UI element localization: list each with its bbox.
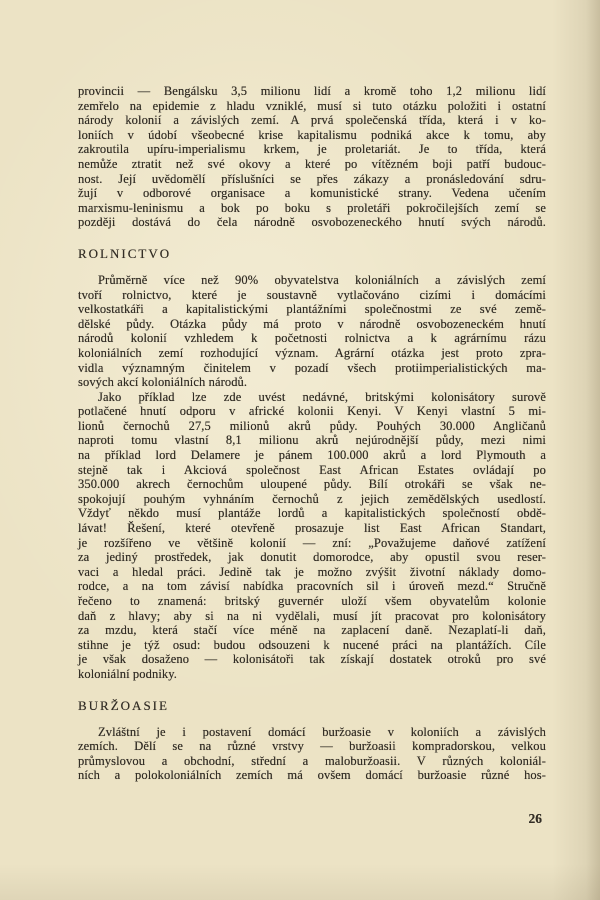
- section-heading: ROLNICTVO: [78, 245, 172, 261]
- text-line: sových akcí koloniálních národů.: [78, 375, 248, 390]
- text-line: stihne je týž osud: budou odsouzeni k nucené práci na plantážích. Cíle: [78, 637, 546, 652]
- text-line: později dostává do čela národně osvobozeneckého hnutí svých národů.: [78, 215, 546, 230]
- text-line: za mzdu, která stačí více méně na zaplacení daně. Nezaplatí-li daň,: [78, 623, 546, 638]
- text-line: provincii — Bengálsku 3,5 milionu lidí a kromě toho 1,2 milionu lidí: [78, 84, 546, 98]
- text-line: je rozšířeno ve většině kolonií — zní: „Považujeme daňové zatížení: [78, 535, 546, 550]
- text-line: potlačené hnutí odporu v africké kolonii Kenyi. V Kenyi vlastní 5 mi-: [78, 404, 546, 419]
- text-line: nemůže ztratit než své okovy a které po vítězném boji patří budouc-: [78, 156, 546, 171]
- text-line: marxismu-leninismu a bok po boku s proletáři pokročilejších zemí se: [78, 200, 546, 215]
- text-line: ních a polokoloniálních zemích má ovšem domácí buržoasie různé hos-: [78, 768, 546, 783]
- section-heading: BURŽOASIE: [78, 697, 169, 713]
- text-line: koloniální podniky.: [78, 666, 178, 681]
- text-line: velkostatkáři a kapitalistickými plantážními společnostmi ze své země-: [78, 302, 546, 317]
- text-line: průmyslovou a obchodní, střední a maloburžoasii. V různých koloniál-: [78, 753, 546, 768]
- text-line: spokojují pouhým vyhnáním černochů z jejich zemědělských usedlostí.: [78, 491, 546, 506]
- text-line: nost. Její uvědomělí příslušníci se přes zákazy a pronásledování sdru-: [78, 171, 546, 186]
- text-line: národy kolonií a závislých zemí. A prvá společenská třída, která i v ko-: [78, 113, 546, 128]
- text-line: vidla významným činitelem v pozadí všech protiimperialistických ma-: [78, 360, 546, 375]
- paragraph: [78, 84, 546, 230]
- text-line: Jako příklad lze zde uvést nedávné, britskými kolonisátory surově: [98, 389, 546, 404]
- text-line: lionů černochů 27,5 milionů akrů půdy. Pouhých 30.000 Angličanů: [78, 418, 546, 433]
- text-line: Zvláštní je i postavení domácí buržoasie v koloniích a závislých: [98, 724, 546, 739]
- page-text: [78, 84, 546, 783]
- text-line: žují v odborové organisace a komunistické strany. Vedena učením: [78, 186, 546, 201]
- text-line: na příklad lord Delamere je pánem 100.000 akrů a lord Plymouth a: [78, 448, 546, 463]
- page-number: 26: [528, 810, 542, 826]
- text-line: vaci a hledal práci. Jedině tak je možno zvýšit životní náklady domo-: [78, 564, 546, 579]
- text-line: lávat! Řešení, které otevřeně prosazuje list East African Standart,: [78, 521, 546, 536]
- text-line: dělské půdy. Otázka půdy má proto v národně osvobozeneckém hnutí: [78, 316, 546, 331]
- text-line: daň z hlavy; aby si na ni vydělali, musí jít pracovat pro kolonisátory: [78, 608, 546, 623]
- paragraph: [78, 273, 546, 390]
- text-line: stejně tak i Akciová společnost East African Estates ovládají po: [78, 462, 546, 477]
- text-line: za jediný prostředek, jak donutit domorodce, aby opustil svou reser-: [78, 550, 546, 565]
- text-line: je však dosaženo — kolonisátoři tak získají dostatek otroků pro své: [78, 652, 546, 667]
- text-line: Vždyť někdo musí plantáže lordů a kapitalistických společností obdě-: [78, 506, 546, 521]
- text-line: zemřelo na epidemie z hladu vzniklé, musí si tuto otázku položiti i ostatní: [78, 98, 546, 113]
- text-line: koloniálních zemí rozhodující význam. Agrární otázka jest proto zpra-: [78, 345, 546, 360]
- paragraph: [78, 725, 546, 783]
- text-line: naproti tomu vlastní 8,1 milionu akrů nejúrodnější půdy, mezi nimi: [78, 433, 546, 448]
- text-line: řečeno to znamená: britský guvernér uloží všem obyvatelům kolonie: [78, 594, 546, 608]
- text-line: zakroutila upíru-imperialismu krkem, je proletariát. Je to třída, která: [78, 142, 546, 157]
- text-line: 350.000 akrech černochům uloupené půdy. Bílí otrokáři se však ne-: [78, 477, 546, 492]
- text-line: rodce, a na tom závisí nabídka pracovních sil i úroveň mezd.“ Stručně: [78, 579, 546, 594]
- text-line: národů kolonií vzhledem k početnosti rolnictva a k agrárnímu rázu: [78, 331, 546, 346]
- text-line: zemích. Dělí se na různé vrstvy — buržoasii kompradorskou, velkou: [78, 739, 546, 754]
- text-line: tvoří rolnictvo, které je soustavně vytlačováno cizími i domácími: [78, 287, 546, 302]
- text-line: loniích v údobí všeobecné krise kapitalismu podniká akce k tomu, aby: [78, 127, 546, 142]
- text-line: Průměrně více než 90% obyvatelstva koloniálních a závislých zemí: [98, 272, 546, 287]
- paragraph: [78, 390, 546, 682]
